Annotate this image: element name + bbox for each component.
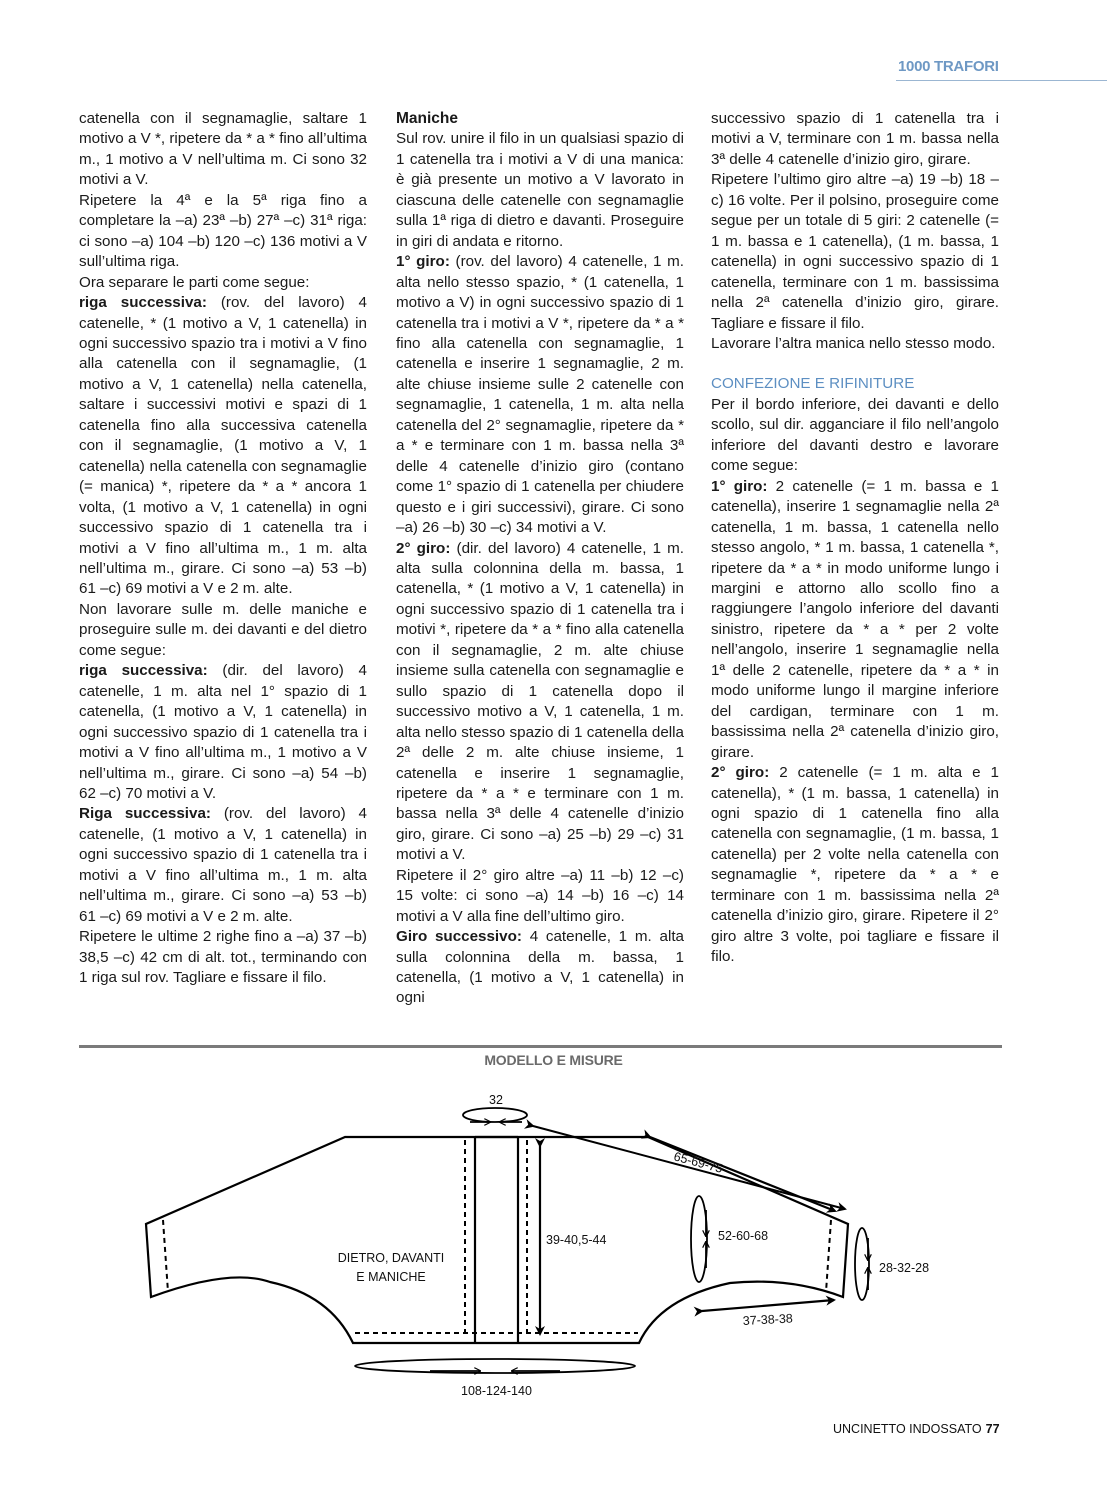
cuff-measure-icon (855, 1228, 869, 1300)
paragraph: Ripetere l’ultimo giro altre –a) 19 –b) 18 –c) 16 volte. Per il polsino, proseguire come segue per un totale di 5 giri: 2 catenelle (= 1 m. bassa e 1 catenella), (1 m. bassa, 1 catenella) in ogni successivo spazio di 1 catenella, terminare con 1 m. bassissima nella 2ª catenella d’inizio giro, girare. Tagliare e fissare il filo. (711, 171, 999, 332)
section-heading-confezione: CONFEZIONE E RIFINITURE (711, 375, 915, 393)
paragraph: Per il bordo inferiore, dei davanti e dello scollo, sul dir. agganciare il filo nell’angolo inferiore del davanti destro e lavorare come segue: (711, 395, 999, 475)
magazine-name: UNCINETTO INDOSSATO (833, 1422, 982, 1436)
hem-measure-icon (355, 1359, 635, 1373)
step-label: riga successiva: (79, 294, 207, 312)
paragraph: riga successiva: (rov. del lavoro) 4 catenelle, * (1 motivo a V, 1 catenella) in ogni successivo spazio tra i motivi a V fino alla catenella con il segnamaglie, (1 motivo a V, 1 catenella) nella catenella, saltare i successivi motivi e spazi di 1 catenella fino alla successiva catenella con il segnamaglie, (1 motivo a V, 1 catenella) nella catenella con segnamaglie (= manica) *, ripetere da * a * ancora 1 volta, (1 motivo a V, 1 catenella) in ogni successivo spazio di 1 catenella tra i motivi a V fino all’ultima m., 1 m. alta nell’ultima m., girare. Ci sono –a) 53 –b) 61 –c) 69 motivi a V e 2 m. alte. (79, 294, 367, 598)
paragraph: Giro successivo: 4 catenelle, 1 m. alta sulla colonnina della m. bassa, 1 catenella, (1 motivo a V, 1 catenella) in ogni (396, 928, 684, 1007)
section-title: 1000 TRAFORI (898, 58, 999, 75)
step-label: Riga successiva: (79, 805, 211, 823)
underarm-label: 37-38-38 (742, 1311, 794, 1328)
cuff-label: 28-32-28 (879, 1261, 930, 1275)
section-heading-maniche: Maniche (396, 110, 459, 127)
paragraph: Ora separare le parti come segue: (79, 273, 310, 291)
diagram-title: MODELLO E MISURE (484, 1052, 623, 1068)
paragraph: 2° giro: 2 catenelle (= 1 m. alta e 1 catenella), * (1 m. bassa, 1 catenella) in ogni spazio di 1 catenella fino alla catenella con segnamaglie, (1 m. bassa, 1 catenella) per 2 volte nella catenella con segnamaglie *, ripetere da * a * e terminare con 1 m. bassissima nella 2ª catenella d’inizio giro, girare. Ripetere il 2° giro altre 3 volte, poi tagliare e fissare il filo. (711, 764, 999, 966)
paragraph: Ripetere il 2° giro altre –a) 11 –b) 12 –c) 15 volte: ci sono –a) 14 –b) 16 –c) 14 motivi a V alla fine dell’ultimo giro. (396, 866, 684, 925)
paragraph: Non lavorare sulle m. delle maniche e proseguire sulle m. dei davanti e del dietro come segue: (79, 600, 367, 659)
neck-measure-icon (463, 1108, 527, 1122)
step-label: 1° giro: (396, 253, 450, 271)
step-label: 1° giro: (711, 477, 768, 495)
paragraph: Sul rov. unire il filo in un qualsiasi spazio di 1 catenella tra i motivi a V di una manica: è già presente un motivo a V lavorato in ciascuna delle catenelle con segnamaglie sulla 1ª riga di dietro e davanti. Proseguire in giri di andata e ritorno. (396, 130, 684, 250)
step-label: Giro successivo: (396, 928, 522, 946)
neck-measure-label: 32 (489, 1093, 503, 1107)
paragraph: 2° giro: (dir. del lavoro) 4 catenelle, 1 m. alta sulla colonnina della m. bassa, 1 catenella, * (1 motivo a V, 1 catenella) in ogni successivo spazio di 1 catenella tra i motivi *, ripetere da * a * fino alla catenella con il segnamaglie, 2 m. alte chiuse insieme sulla catenella con segnamaglie e sullo spazio di 1 catenella dopo il successivo motivo a V, 1 catenella, 1 m. alta nello stesso spazio di 1 catenella della 2ª delle 2 m. alte chiuse insieme, 1 catenella e inserire 1 segnamaglie, ripetere da * a * e terminare con 1 m. bassa nella 3ª delle 4 catenelle d’inizio giro, girare. Ci sono –a) 25 –b) 29 –c) 31 motivi a V. (396, 539, 685, 864)
upper-arm-label: 52-60-68 (718, 1229, 769, 1243)
paragraph: Ripetere la 4ª e la 5ª riga fino a completare la –a) 23ª –b) 27ª –c) 31ª riga: ci sono –a) 104 –b) 120 –c) 136 motivi a V sull’ultima riga. (79, 191, 367, 271)
paragraph: 1° giro: (rov. del lavoro) 4 catenelle, 1 m. alta nello stesso spazio, * (1 catenella, 1 motivo a V) in ogni successivo spazio di 1 catenella tra i motivi a V *, ripetere da * a * fino alla catenella con segnamaglie, 1 catenella e inserire 1 segnamaglie, 2 m. alte chiuse insieme sulle 2 catenelle con segnamaglie, 1 catenella, 1 m. alta nella catenella del 2° segnamaglie, ripetere da * a * e terminare con 1 m. bassa nella 3ª delle 4 catenelle d’inizio giro (contano come 1° spazio di 1 catenella per chiudere questo e i giri successivi), girare. Ci sono –a) 26 –b) 30 –c) 34 motivi a V. (396, 253, 684, 537)
page-footer (833, 1422, 1000, 1436)
paragraph: catenella con il segnamaglie, saltare 1 motivo a V *, ripetere da * a * fino all’ultima m., 1 motivo a V nell’ultima m. Ci sono 32 motivi a V. (79, 110, 367, 189)
piece-label-line2: E MANICHE (356, 1270, 426, 1284)
upper-arm-measure-icon (691, 1196, 707, 1282)
sleeve-length-label: 65-69-75 (672, 1149, 725, 1176)
step-label: 2° giro: (711, 764, 770, 782)
paragraph: successivo spazio di 1 catenella tra i motivi a V, terminare con 1 m. bassa nella 3ª delle 4 catenelle d’inizio giro, girare. (711, 110, 999, 168)
piece-label-line1: DIETRO, DAVANTI (337, 1251, 445, 1265)
paragraph: Lavorare l’altra manica nello stesso modo. (711, 334, 996, 352)
body-height-label: 39-40,5-44 (546, 1233, 607, 1247)
paragraph: Ripetere le ultime 2 righe fino a –a) 37 –b) 38,5 –c) 42 cm di alt. tot., terminando con 1 riga sul rov. Tagliare e fissare il filo. (79, 928, 367, 987)
paragraph: Riga successiva: (rov. del lavoro) 4 catenelle, (1 motivo a V, 1 catenella) in ogni successivo spazio di 1 catenella tra i motivi a V fino all’ultima m., 1 m. alta nell’ultima m., girare. Ci sono –a) 53 –b) 61 –c) 69 motivi a V e 2 m. alte. (79, 805, 367, 925)
page-number: 77 (985, 1422, 1000, 1436)
underarm-arrow (702, 1300, 834, 1311)
hem-label: 108-124-140 (461, 1384, 532, 1398)
step-label: riga successiva: (79, 662, 208, 680)
paragraph: riga successiva: (dir. del lavoro) 4 catenelle, 1 m. alta nel 1° spazio di 1 catenella, (1 motivo a V, 1 catenella) in ogni successivo spazio di 1 catenella tra i motivi a V fino all’ultima m., 1 motivo a V nell’ultima m., girare. Ci sono –a) 54 –b) 62 –c) 70 motivi a V. (79, 662, 367, 802)
step-label: 2° giro: (396, 539, 451, 557)
paragraph: 1° giro: 2 catenelle (= 1 m. bassa e 1 catenella), inserire 1 segnamaglie nella 2ª catenella, 1 m. bassa, 1 catenella nello stesso angolo, * 1 m. bassa, 1 catenella *, ripetere da * a * in modo uniforme lungo i margini e attorno allo scollo fino a raggiungere l’angolo inferiore del davanti sinistro, ripetere da * a * per 2 volte nell’angolo, inserire 1 segnamaglie nella 1ª delle 2 catenelle, ripetere da * a * in modo uniforme lungo il margine inferiore del cardigan, terminare con 1 m. bassissima nella 2ª catenella d’inizio giro, girare. (711, 477, 999, 761)
